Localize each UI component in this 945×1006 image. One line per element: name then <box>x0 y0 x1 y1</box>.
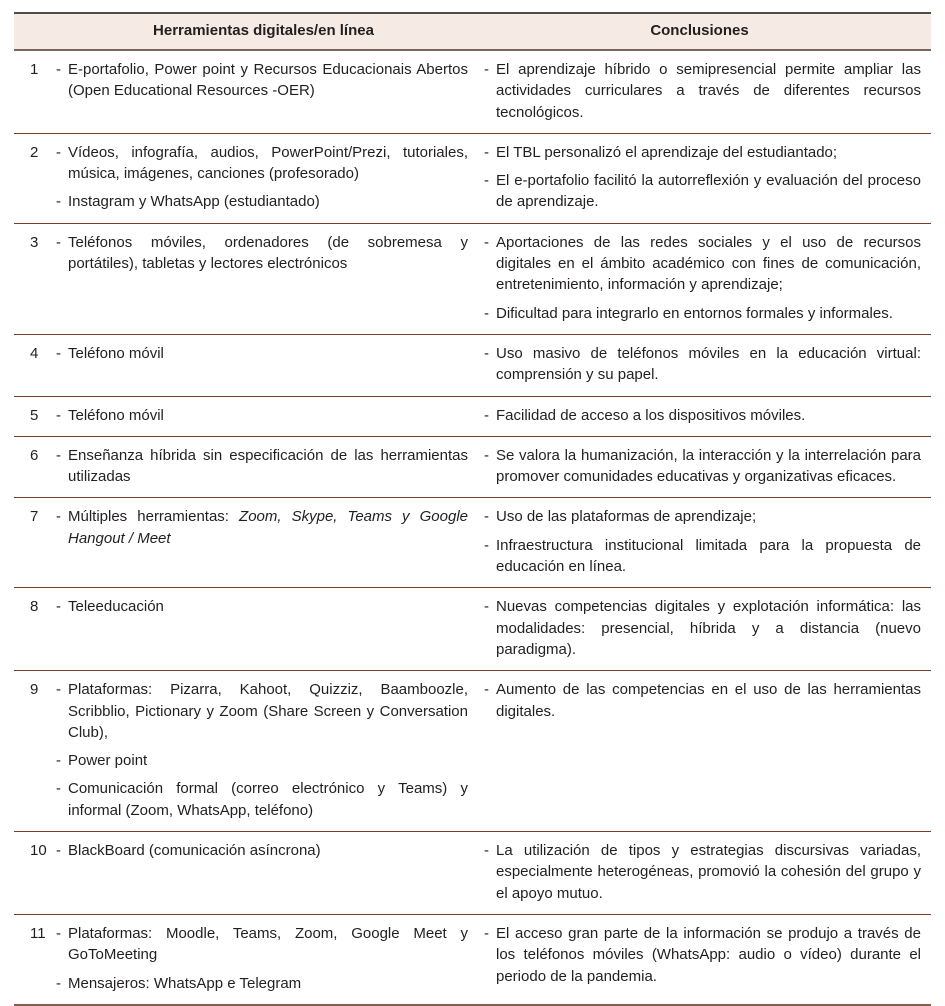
row-number: 3 <box>30 233 39 251</box>
bullet-text: El acceso gran parte de la información se produjo a través de los teléfonos móviles (WhatsApp: audio o vídeo) durante el periodo de la pandemia. <box>496 924 921 985</box>
bullet-dash: - <box>56 842 61 860</box>
bullet-text: Múltiples herramientas: Zoom, Skype, Teams y Google Hangout / Meet <box>68 508 468 547</box>
bullet-item <box>484 142 921 163</box>
bullet-text: Instagram y WhatsApp (estudiantado) <box>68 193 320 211</box>
table-row <box>14 915 931 1006</box>
tools-cell <box>56 923 468 994</box>
bullet-text: La utilización de tipos y estrategias discursivas variadas, especialmente heterogéneas, promovió la cohesión del grupo y el apoyo mutuo. <box>496 842 921 902</box>
bullet-text: Teléfonos móviles, ordenadores (de sobremesa y portátiles), tabletas y lectores electrónicos <box>68 233 468 273</box>
bullet-item <box>484 535 921 578</box>
bullet-dash: - <box>56 233 61 251</box>
bullet-dash: - <box>484 536 489 554</box>
bullet-text: Dificultad para integrarlo en entornos formales y informales. <box>496 304 893 322</box>
bullet-dash: - <box>484 508 489 526</box>
table-row <box>14 588 931 671</box>
bullet-dash: - <box>56 193 61 211</box>
bullet-item <box>56 596 468 617</box>
bullet-item <box>484 506 921 527</box>
conclusions-cell <box>468 679 921 821</box>
conclusions-cell <box>468 59 921 123</box>
bullet-dash: - <box>56 61 61 78</box>
bullet-text: Aumento de las competencias en el uso de las herramientas digitales. <box>496 681 921 720</box>
tools-cell <box>56 59 468 123</box>
bullet-item <box>56 445 468 488</box>
bullet-dash: - <box>484 681 489 699</box>
row-number: 9 <box>30 681 39 699</box>
table-header-row <box>14 12 931 51</box>
bullet-dash: - <box>56 508 61 526</box>
bullet-item <box>56 778 468 821</box>
bullet-item <box>56 232 468 275</box>
paper-page <box>14 12 931 1006</box>
bullet-item <box>56 343 468 364</box>
bullet-text: Mensajeros: WhatsApp e Telegram <box>68 974 302 992</box>
bullet-text: BlackBoard (comunicación asíncrona) <box>68 842 321 860</box>
table-row <box>14 397 931 437</box>
bullet-text: Power point <box>68 752 148 770</box>
results-table <box>14 12 931 1006</box>
conclusions-cell <box>468 596 921 660</box>
tools-cell <box>56 142 468 213</box>
table-body <box>14 51 931 1006</box>
bullet-text: Plataformas: Pizarra, Kahoot, Quizziz, Baamboozle, Scribblio, Pictionary y Zoom (Share Screen y Conversation Club), <box>68 681 468 741</box>
bullet-dash: - <box>56 143 61 161</box>
tools-cell <box>56 445 468 488</box>
column-header-tools: Herramientas digitales/en línea <box>153 22 374 39</box>
bullet-item <box>56 679 468 743</box>
bullet-dash: - <box>56 924 61 942</box>
bullet-item <box>484 923 921 987</box>
tools-cell <box>56 506 468 577</box>
bullet-text: Comunicación formal (correo electrónico y Teams) y informal (Zoom, WhatsApp, teléfono) <box>68 780 468 819</box>
bullet-text: Facilidad de acceso a los dispositivos móviles. <box>496 406 806 424</box>
bullet-dash: - <box>56 598 61 616</box>
bullet-text: El TBL personalizó el aprendizaje del estudiantado; <box>496 143 838 161</box>
bullet-item <box>484 170 921 213</box>
bullet-item <box>484 343 921 386</box>
bullet-dash: - <box>484 233 489 251</box>
table-row <box>14 671 931 832</box>
row-number: 1 <box>30 61 39 78</box>
row-number: 8 <box>30 598 39 616</box>
bullet-dash: - <box>484 924 489 942</box>
bullet-item <box>484 445 921 488</box>
bullet-item <box>56 750 468 771</box>
bullet-item <box>56 59 468 102</box>
conclusions-cell <box>468 445 921 488</box>
conclusions-cell <box>468 142 921 213</box>
bullet-item <box>56 973 468 994</box>
column-header-conclusions: Conclusiones <box>650 22 749 39</box>
bullet-text: El e-portafolio facilitó la autorreflexión y evaluación del proceso de aprendizaje. <box>496 172 921 211</box>
tools-cell <box>56 232 468 324</box>
bullet-item <box>484 840 921 904</box>
conclusions-cell <box>468 343 921 386</box>
bullet-item <box>484 405 921 426</box>
bullet-text: Teleeducación <box>68 598 164 616</box>
bullet-item <box>56 923 468 966</box>
table-row <box>14 134 931 224</box>
tools-cell <box>56 405 468 426</box>
table-row <box>14 437 931 499</box>
tools-cell <box>56 343 468 386</box>
bullet-item <box>484 303 921 324</box>
bullet-text: Se valora la humanización, la interacción y la interrelación para promover comunidades educativas y organizativas eficaces. <box>496 446 921 486</box>
bullet-dash: - <box>56 344 61 362</box>
row-number: 5 <box>30 406 39 424</box>
table-row <box>14 51 931 134</box>
bullet-dash: - <box>484 598 489 616</box>
bullet-dash: - <box>484 304 489 322</box>
table-row <box>14 498 931 588</box>
row-number: 10 <box>30 842 47 860</box>
bullet-item <box>56 840 468 861</box>
bullet-dash: - <box>56 974 61 992</box>
bullet-text: Plataformas: Moodle, Teams, Zoom, Google Meet y GoToMeeting <box>68 924 468 964</box>
tools-cell <box>56 840 468 904</box>
bullet-text: Enseñanza híbrida sin especificación de las herramientas utilizadas <box>68 446 468 486</box>
bullet-dash: - <box>484 406 489 424</box>
bullet-text: Teléfono móvil <box>68 406 164 424</box>
row-number: 4 <box>30 344 39 362</box>
table-row <box>14 335 931 397</box>
bullet-item <box>56 405 468 426</box>
conclusions-cell <box>468 840 921 904</box>
bullet-dash: - <box>56 681 61 699</box>
bullet-text: Uso de las plataformas de aprendizaje; <box>496 508 757 526</box>
row-number: 7 <box>30 508 39 526</box>
tools-cell <box>56 679 468 821</box>
conclusions-cell <box>468 405 921 426</box>
table-row <box>14 224 931 335</box>
bullet-dash: - <box>56 406 61 424</box>
row-number: 2 <box>30 143 39 161</box>
bullet-item <box>56 142 468 185</box>
bullet-text: Infraestructura institucional limitada para la propuesta de educación en línea. <box>496 536 921 576</box>
bullet-item <box>484 59 921 123</box>
bullet-text: Teléfono móvil <box>68 344 164 362</box>
bullet-item <box>484 596 921 660</box>
tools-cell <box>56 596 468 660</box>
bullet-text: Aportaciones de las redes sociales y el uso de recursos digitales en el ámbito académico con fines de comunicación, entretenimiento, información y aprendizaje; <box>496 233 921 294</box>
bullet-text: Nuevas competencias digitales y explotación informática: las modalidades: presencial, híbrida y a distancia (nuevo paradigma). <box>496 598 921 658</box>
bullet-dash: - <box>56 780 61 798</box>
row-number: 11 <box>30 924 46 942</box>
bullet-item <box>484 232 921 296</box>
bullet-text: E-portafolio, Power point y Recursos Educacionais Abertos (Open Educational Resources -OER) <box>68 61 468 100</box>
bullet-dash: - <box>484 61 489 78</box>
row-number: 6 <box>30 446 39 464</box>
bullet-dash: - <box>484 842 489 860</box>
conclusions-cell <box>468 232 921 324</box>
bullet-item <box>56 191 468 212</box>
conclusions-cell <box>468 923 921 994</box>
bullet-item <box>56 506 468 549</box>
bullet-item <box>484 679 921 722</box>
bullet-text: Vídeos, infografía, audios, PowerPoint/Prezi, tutoriales, música, imágenes, canciones (profesorado) <box>68 143 468 183</box>
conclusions-cell <box>468 506 921 577</box>
bullet-dash: - <box>484 446 489 464</box>
bullet-dash: - <box>484 143 489 161</box>
bullet-dash: - <box>484 344 489 362</box>
table-row <box>14 832 931 915</box>
bullet-dash: - <box>56 446 61 464</box>
bullet-dash: - <box>484 172 489 190</box>
bullet-text: El aprendizaje híbrido o semipresencial permite ampliar las actividades curriculares a través de diferentes recursos tecnológicos. <box>496 61 921 121</box>
bullet-text: Uso masivo de teléfonos móviles en la educación virtual: comprensión y su papel. <box>496 344 921 384</box>
bullet-dash: - <box>56 752 61 770</box>
